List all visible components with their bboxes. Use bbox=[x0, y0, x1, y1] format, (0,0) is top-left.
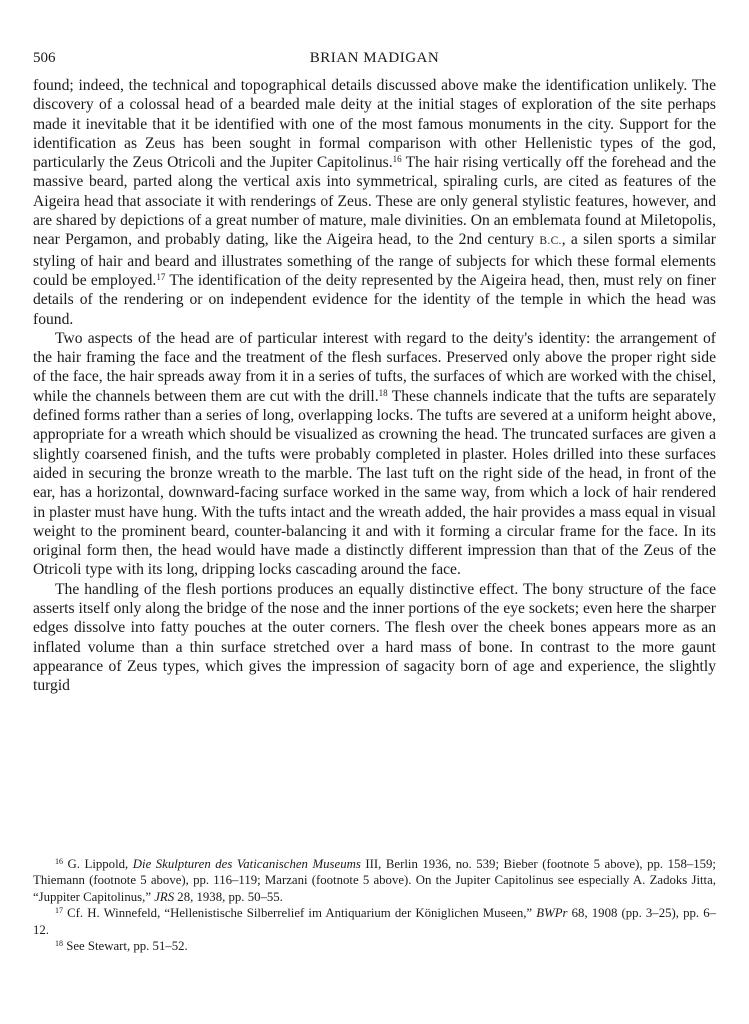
paragraph-2: Two aspects of the head are of particular interest with regard to the deity's identity: the arrangement of the hair framing the face and the treatment of the flesh surfaces. Preserved only above the proper right side of the face, the hair spreads away from it in a series of tufts, the surfaces of which are worked with the chisel, while the channels between them are cut with the drill.$^{18}$ These channels indicate that the tufts are separately defined forms rather than a series of long, overlapping locks. The tufts are severed at a uniform height above, appropriate for a wreath which should be visualized as crowning the head. The truncated surfaces are given a slightly coarsened finish, and the tufts were probably completed in plaster. Holes drilled into these surfaces aided in securing the bronze wreath to the marble. The last tuft on the right side of the head, in front of the ear, has a horizontal, downward-facing surface worked in the same way, from which a lock of hair rendered in plaster must have hung. With the tufts intact and the wreath added, the hair provides a mass equal in visual weight to the prominent beard, counter-balancing it and with it forming a circular frame for the face. In its original form then, the head would have made a distinctly different impression than that of the Zeus of the Otricoli type with its long, dripping locks cascading around the face. bbox=[33, 329, 716, 579]
footnote-ref-16[interactable]: 16 bbox=[392, 154, 402, 165]
footnote-16: $^{16}$ G. Lippold, Die Skulpturen des Vaticanischen Museums III, Berlin 1936, no. 539; Bieber (footnote 5 above), pp. 158–159; Thiemann (footnote 5 above), pp. 116–119; Marzani (footnote 5 above). On the Jupiter Capitolinus see especially A. Zadoks Jitta, “Juppiter Capitolinus,” JRS 28, 1938, pp. 50–55. bbox=[33, 857, 716, 904]
paragraph-3: The handling of the flesh portions produces an equally distinctive effect. The bony structure of the face asserts itself only along the bridge of the nose and the inner portions of the eye sockets; even here the sharper edges dissolve into fatty pouches at the outer corners. The flesh over the cheek bones appears more as an inflated volume than a thin surface stretched over a hard mass of bone. In contrast to the more gaunt appearance of Zeus types, which gives the impression of sagacity born of age and experience, the slightly turgid bbox=[33, 580, 716, 695]
footnote-18: $^{18}$ See Stewart, pp. 51–52. bbox=[55, 939, 188, 954]
running-title: BRIAN MADIGAN bbox=[309, 50, 440, 66]
footnotes bbox=[33, 856, 716, 954]
body-text bbox=[33, 76, 716, 696]
footnote-17: $^{17}$ Cf. H. Winnefeld, “Hellenistische Silberrelief im Antiquarium der Königlichen Museen,” BWPr 68, 1908 (pp. 3–25), pp. 6–12. bbox=[33, 906, 716, 937]
running-head bbox=[33, 50, 716, 76]
page bbox=[33, 50, 716, 954]
page-number: 506 bbox=[33, 50, 56, 66]
paragraph-1: found; indeed, the technical and topographical details discussed above make the identification unlikely. The discovery of a colossal head of a bearded male deity at the initial stages of exploration of the site perhaps made it inevitable that it be identified with one of the most famous monuments in the city. Support for the identification as Zeus has been sought in formal comparison with other Hellenistic types of the god, particularly the Zeus Otricoli and the Jupiter Capitolinus.$^{16}$ The hair rising vertically off the forehead and the massive beard, parted along the vertical axis into symmetrical, spiraling curls, are cited as features of the Aigeira head that associate it with renderings of Zeus. These are only general stylistic features, however, and are shared by depictions of a great number of mature, male divinities. On an emblemata found at Miletopolis, near Pergamon, and probably dating, like the Aigeira head, to the 2nd century B.C., a silen sports a similar styling of hair and beard and illustrates something of the range of subjects for which these formal elements could be employed.$^{17}$ The identification of the deity represented by the Aigeira head, then, must rely on finer details of the rendering or on independent evidence for the identity of the temple in which the head was found. bbox=[33, 77, 716, 328]
footnote-ref-17[interactable]: 17 bbox=[156, 271, 166, 282]
footnote-ref-18[interactable]: 18 bbox=[378, 387, 388, 398]
